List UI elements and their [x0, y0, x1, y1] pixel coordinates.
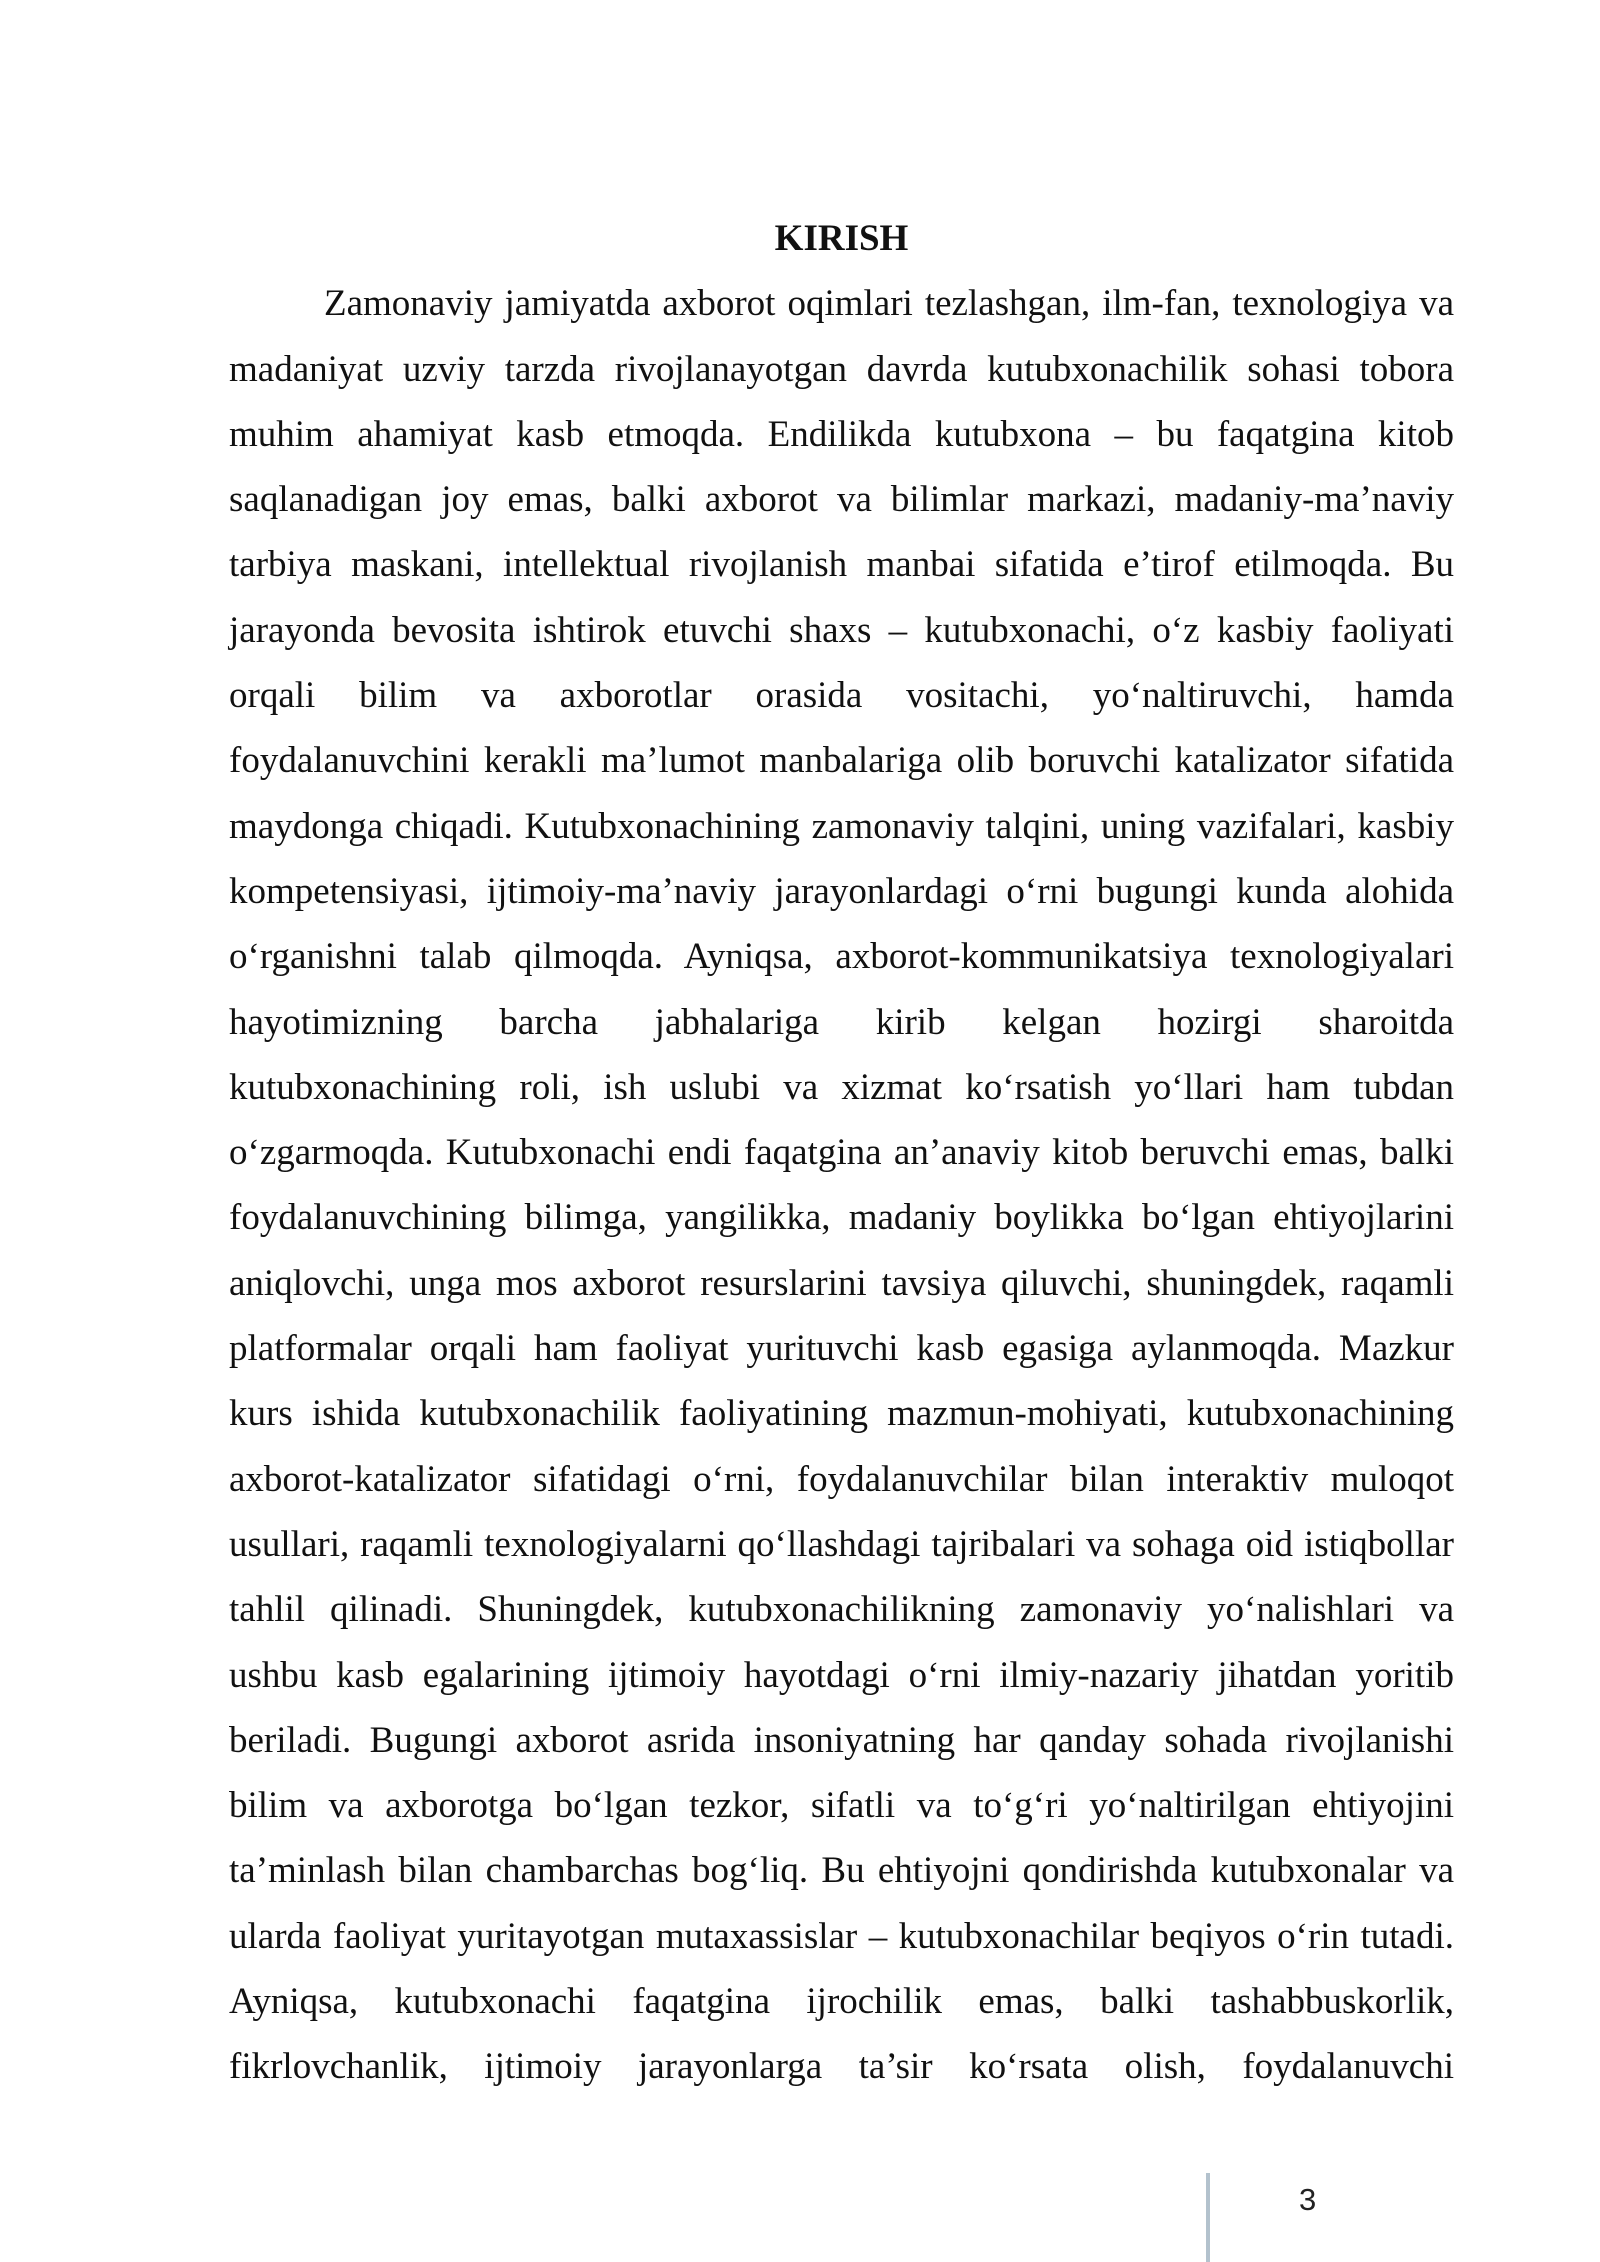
body-line: ularda faoliyat yuritayotgan mutaxassislar – kutubxonachilar beqiyos o‘rin tutadi. [229, 1915, 1454, 1957]
body-line: saqlanadigan joy emas, balki axborot va bilimlar markazi, madaniy-ma’naviy [229, 479, 1454, 521]
body-line: orqali bilim va axborotlar orasida vositachi, yo‘naltiruvchi, hamda [229, 675, 1454, 717]
body-line: kutubxonachining roli, ish uslubi va xizmat ko‘rsatish yo‘llari ham tubdan [229, 1066, 1454, 1108]
body-line: kurs ishida kutubxonachilik faoliyatining mazmun-mohiyati, kutubxonachining [229, 1393, 1454, 1435]
body-line: ta’minlash bilan chambarchas bog‘liq. Bu ehtiyojni qondirishda kutubxonalar va [229, 1850, 1454, 1892]
body-line: aniqlovchi, unga mos axborot resurslarini tavsiya qiluvchi, shuningdek, raqamli [229, 1262, 1454, 1304]
body-line: usullari, raqamli texnologiyalarni qo‘llashdagi tajribalari va sohaga oid istiqbollar [229, 1523, 1454, 1565]
body-line: Ayniqsa, kutubxonachi faqatgina ijrochilik emas, balki tashabbuskorlik, [229, 1981, 1454, 2023]
footer-divider [1206, 2173, 1210, 2262]
body-line: jarayonda bevosita ishtirok etuvchi shaxs – kutubxonachi, o‘z kasbiy faoliyati [229, 609, 1454, 651]
body-line: foydalanuvchining bilimga, yangilikka, madaniy boylikka bo‘lgan ehtiyojlarini [229, 1197, 1454, 1239]
body-line: beriladi. Bugungi axborot asrida insoniyatning har qanday sohada rivojlanishi [229, 1719, 1454, 1761]
body-line: foydalanuvchini kerakli ma’lumot manbalariga olib boruvchi katalizator sifatida [229, 740, 1454, 782]
body-line: tarbiya maskani, intellektual rivojlanish manbai sifatida e’tirof etilmoqda. Bu [229, 544, 1454, 586]
body-line: hayotimizning barcha jabhalariga kirib kelgan hozirgi sharoitda [229, 1001, 1454, 1043]
body-line: tahlil qilinadi. Shuningdek, kutubxonachilikning zamonaviy yo‘nalishlari va [229, 1589, 1454, 1631]
text-block [229, 206, 1454, 2100]
page-title: KIRISH [774, 218, 909, 259]
body-line: fikrlovchanlik, ijtimoiy jarayonlarga ta’sir ko‘rsata olish, foydalanuvchi [229, 2046, 1454, 2088]
body-line: bilim va axborotga bo‘lgan tezkor, sifatli va to‘g‘ri yo‘naltirilgan ehtiyojini [229, 1785, 1454, 1827]
body-line: axborot-katalizator sifatidagi o‘rni, foydalanuvchilar bilan interaktiv muloqot [229, 1458, 1454, 1500]
body-line: platformalar orqali ham faoliyat yurituvchi kasb egasiga aylanmoqda. Mazkur [229, 1328, 1454, 1370]
body-line: maydonga chiqadi. Kutubxonachining zamonaviy talqini, uning vazifalari, kasbiy [229, 805, 1454, 847]
body-line: ushbu kasb egalarining ijtimoiy hayotdagi o‘rni ilmiy-nazariy jihatdan yoritib [229, 1654, 1454, 1696]
body-line: o‘rganishni talab qilmoqda. Ayniqsa, axborot-kommunikatsiya texnologiyalari [229, 936, 1454, 978]
body-line: madaniyat uzviy tarzda rivojlanayotgan davrda kutubxonachilik sohasi tobora [229, 348, 1454, 390]
body-line: o‘zgarmoqda. Kutubxonachi endi faqatgina an’anaviy kitob beruvchi emas, balki [229, 1132, 1454, 1174]
body-line: kompetensiyasi, ijtimoiy-ma’naviy jarayonlardagi o‘rni bugungi kunda alohida [229, 870, 1454, 912]
body-paragraph [229, 271, 1454, 2099]
page-number: 3 [1299, 2182, 1317, 2217]
body-line: muhim ahamiyat kasb etmoqda. Endilikda kutubxona – bu faqatgina kitob [229, 413, 1454, 455]
body-line: Zamonaviy jamiyatda axborot oqimlari tezlashgan, ilm-fan, texnologiya va [324, 283, 1454, 325]
